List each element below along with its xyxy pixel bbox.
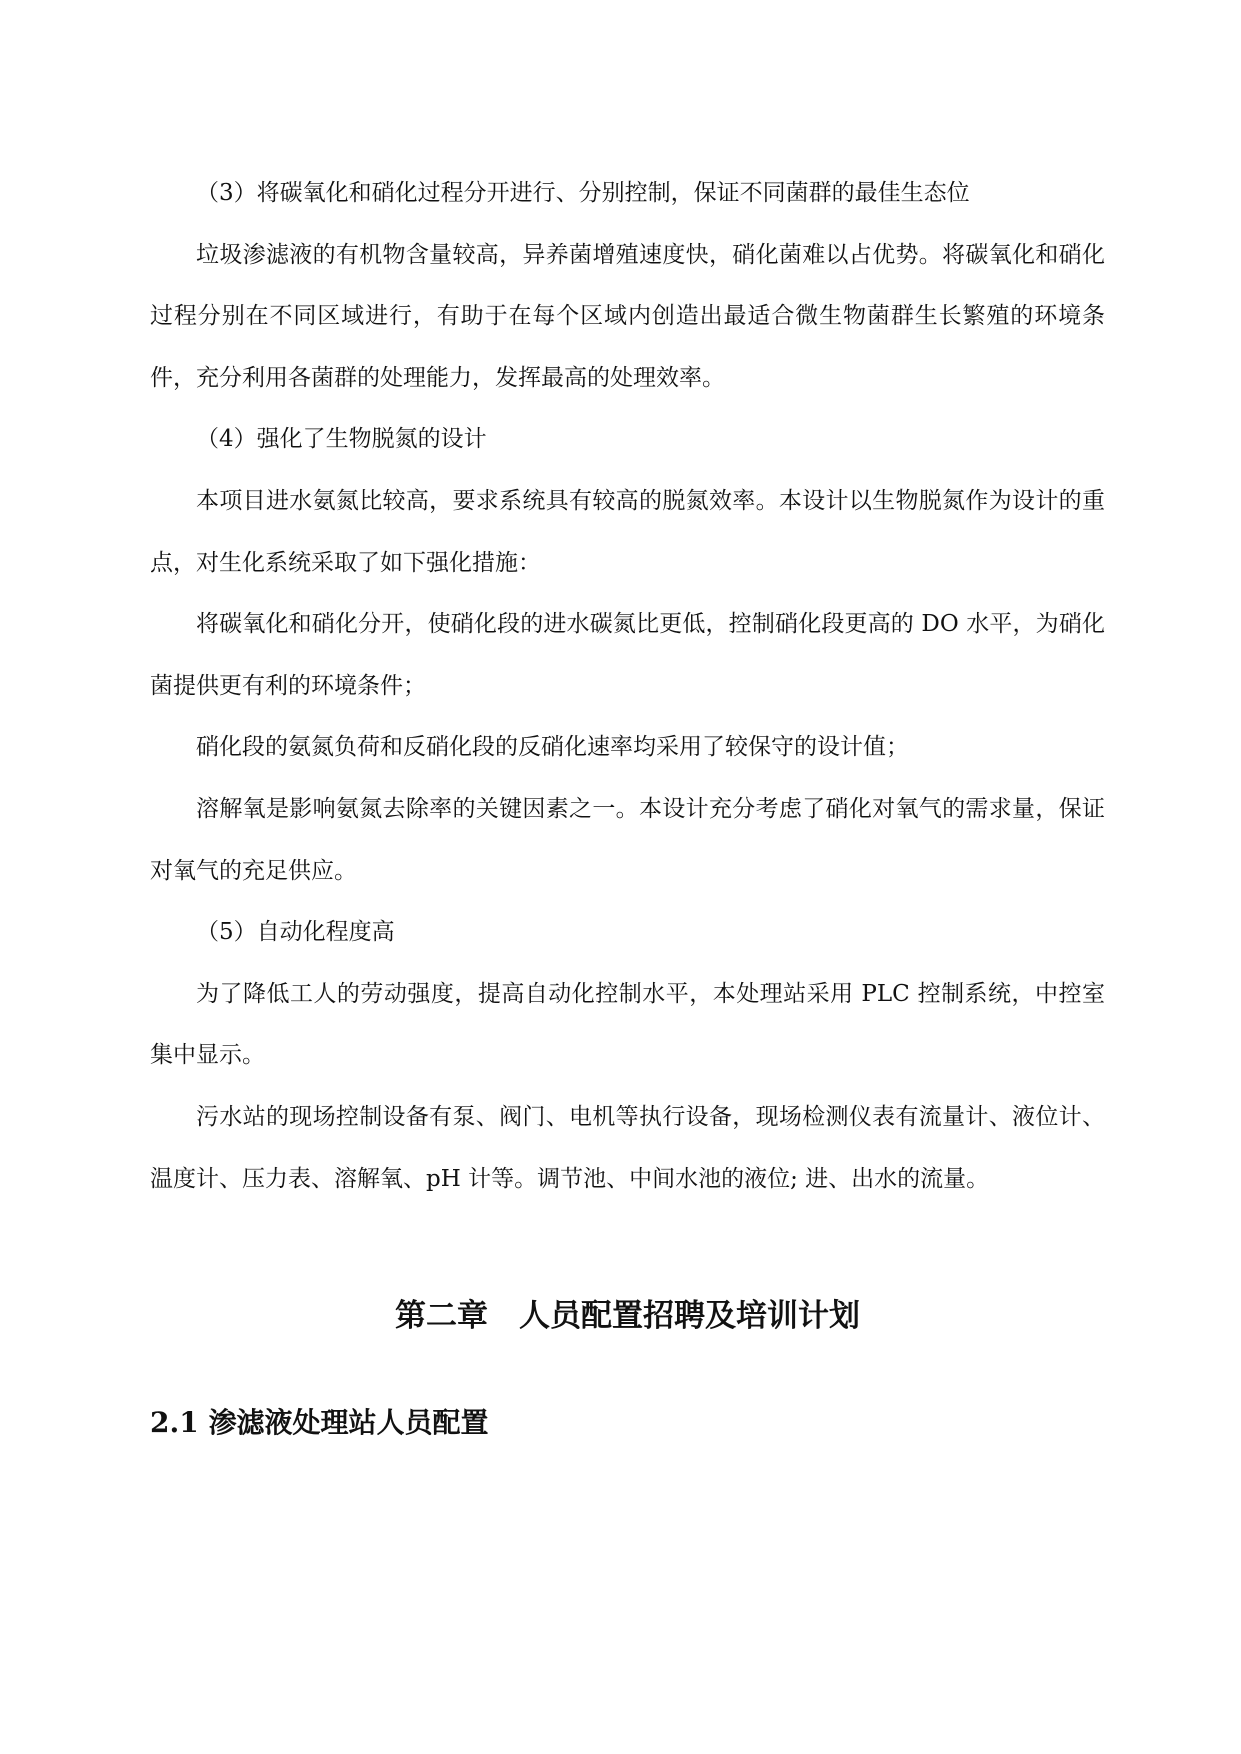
subheading-4: （4）强化了生物脱氮的设计 — [196, 426, 487, 453]
paragraph-dissolved-oxygen: 溶解氧是影响氨氮去除率的关键因素之一。本设计充分考虑了硝化对氧气的需求量，保证对氧气的充足供应。 — [150, 795, 1105, 884]
paragraph-carbon-nitrification: 垃圾渗滤液的有机物含量较高，异养菌增殖速度快，硝化菌难以占优势。将碳氧化和硝化过程分别在不同区域进行，有助于在每个区域内创造出最适合微生物菌群生长繁殖的环境条件，充分利用各菌群的处理能力，发挥最高的处理效率。 — [150, 241, 1105, 391]
paragraph-load-values: 硝化段的氨氮负荷和反硝化段的反硝化速率均采用了较保守的设计值； — [196, 734, 909, 761]
subheading-3: （3）将碳氧化和硝化过程分开进行、分别控制，保证不同菌群的最佳生态位 — [196, 180, 970, 206]
subheading-5: （5）自动化程度高 — [196, 919, 395, 946]
section-title: 2.1 渗滤液处理站人员配置 — [150, 1406, 489, 1439]
paragraph-separation-measure: 将碳氧化和硝化分开，使硝化段的进水碳氮比更低，控制硝化段更高的 DO 水平，为硝化菌提供更有利的环境条件； — [150, 611, 1105, 699]
document-page — [150, 163, 1105, 1439]
chapter-title: 第二章 人员配置招聘及培训计划 — [395, 1298, 860, 1334]
paragraph-plc-control: 为了降低工人的劳动强度，提高自动化控制水平，本处理站采用 PLC 控制系统，中控室集中显示。 — [150, 980, 1105, 1069]
paragraph-denitrification-design: 本项目进水氨氮比较高，要求系统具有较高的脱氮效率。本设计以生物脱氮作为设计的重点，对生化系统采取了如下强化措施： — [150, 487, 1105, 576]
paragraph-field-equipment: 污水站的现场控制设备有泵、阀门、电机等执行设备，现场检测仪表有流量计、液位计、温度计、压力表、溶解氧、pH 计等。调节池、中间水池的液位; 进、出水的流量。 — [150, 1103, 1105, 1192]
